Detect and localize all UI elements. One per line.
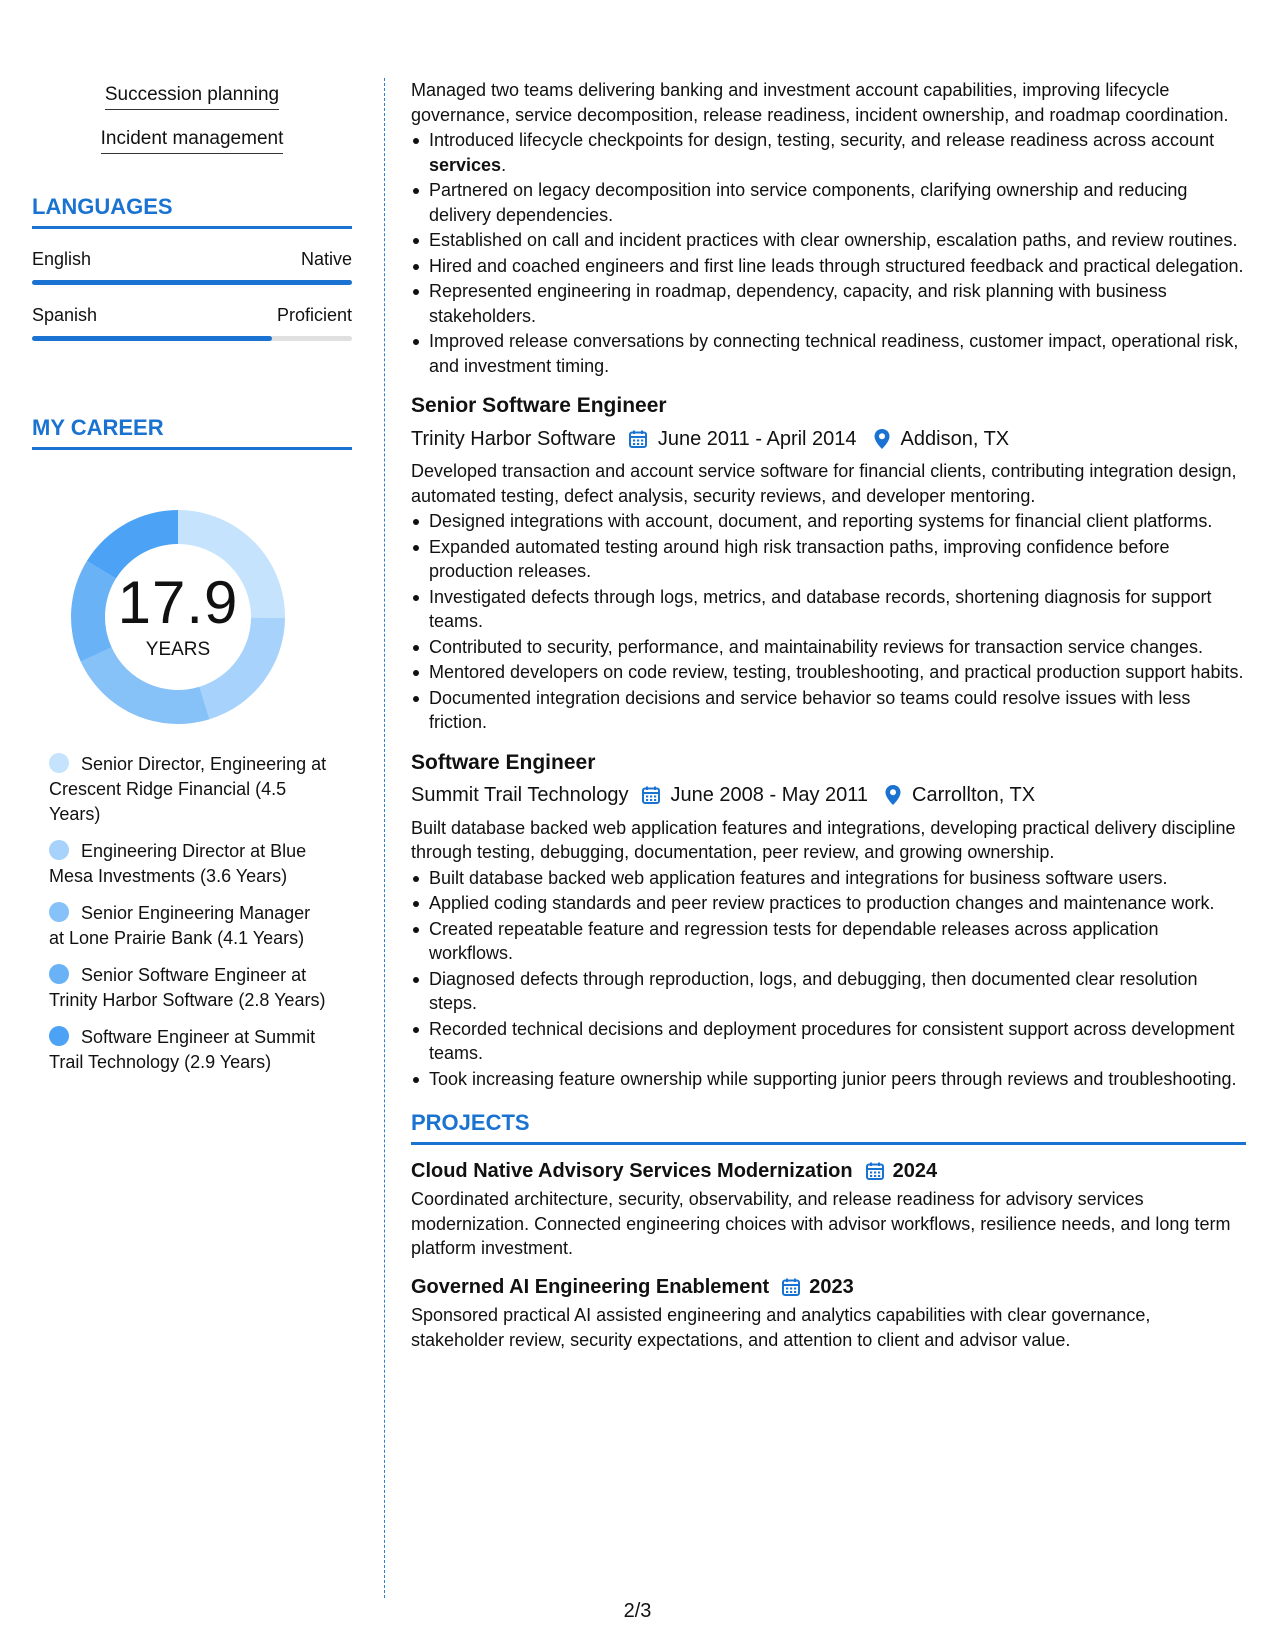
projects-section (411, 1111, 1246, 1352)
career-heading: MY CAREER (32, 415, 352, 450)
career-legend-item (49, 839, 329, 889)
career-section (32, 415, 352, 450)
language-name: English (32, 249, 92, 269)
bullet-item: Built database backed web application features and integrations for business software users. (411, 866, 1246, 891)
career-legend (49, 752, 329, 1087)
map-pin-icon (884, 784, 902, 806)
bullet-item: Represented engineering in roadmap, dependency, capacity, and risk planning with business stakeholders. (411, 279, 1246, 328)
legend-label: Senior Director, Engineering at Crescent Ridge Financial (4.5 Years) (49, 754, 327, 824)
language-name: Spanish (32, 305, 98, 325)
languages-heading: LANGUAGES (32, 194, 352, 229)
job-location: Carrollton, TX (912, 784, 1036, 806)
total-years-value: 17.9 (117, 569, 239, 636)
bullet-item: Investigated defects through logs, metrics, and database records, shortening diagnosis for support teams. (411, 585, 1246, 634)
calendar-icon (628, 429, 648, 449)
languages-section (32, 194, 352, 341)
project-year: 2023 (809, 1275, 854, 1298)
legend-color-dot (49, 840, 69, 860)
bullet-item: Designed integrations with account, document, and reporting systems for financial client platforms. (411, 509, 1246, 534)
legend-label: Software Engineer at Summit Trail Technology (2.9 Years) (49, 1027, 316, 1072)
language-bar-fill (32, 336, 272, 341)
legend-color-dot (49, 1026, 69, 1046)
page-number: 2/3 (623, 1600, 652, 1622)
skill-tag: Incident management (32, 128, 352, 154)
job-summary: Developed transaction and account service software for financial clients, contributing integration design, automated testing, defect analysis, security reviews, and developer mentoring. (411, 461, 1237, 506)
job-meta (411, 783, 1246, 808)
project-name: Cloud Native Advisory Services Modernization (411, 1159, 853, 1182)
projects-heading: PROJECTS (411, 1111, 1246, 1145)
bullet-item: Created repeatable feature and regression tests for dependable releases across application workflows. (411, 917, 1246, 966)
project-header (411, 1159, 1246, 1184)
company-name: Trinity Harbor Software (411, 427, 616, 450)
job-summary: Built database backed web application features and integrations, developing practical delivery discipline through testing, debugging, documentation, peer review, and growing ownership. (411, 817, 1236, 862)
job-bullets (411, 509, 1246, 735)
legend-color-dot (49, 964, 69, 984)
bullet-item: Documented integration decisions and service behavior so teams could resolve issues with less friction. (411, 686, 1246, 735)
project-description: Coordinated architecture, security, observability, and release readiness for advisory services modernization. Connected engineering choices with advisor workflows, resilience needs, and long term platform investment. (411, 1189, 1231, 1258)
map-pin-icon (873, 428, 891, 450)
job-title: Senior Software Engineer (411, 394, 667, 417)
calendar-icon (781, 1277, 801, 1297)
legend-color-dot (49, 753, 69, 773)
career-legend-item (49, 901, 329, 951)
legend-label: Engineering Director at Blue Mesa Investments (3.6 Years) (49, 841, 307, 886)
project-description: Sponsored practical AI assisted engineering and analytics capabilities with clear governance, stakeholder review, security expectations, and attention to client and advisor value. (411, 1305, 1151, 1350)
bullet-item: Diagnosed defects through reproduction, logs, and debugging, then documented clear resolution steps. (411, 967, 1246, 1016)
calendar-icon (641, 785, 661, 805)
career-legend-item (49, 1025, 329, 1075)
bullet-item: Hired and coached engineers and first line leads through structured feedback and practical delegation. (411, 254, 1246, 279)
legend-label: Senior Engineering Manager at Lone Prairie Bank (4.1 Years) (49, 903, 311, 948)
bullet-item: Recorded technical decisions and deployment procedures for consistent support across development teams. (411, 1017, 1246, 1066)
left-column (32, 84, 352, 450)
job-entry (411, 751, 1246, 1092)
job-dates: June 2011 - April 2014 (657, 427, 857, 450)
bullet-item: Mentored developers on code review, testing, troubleshooting, and practical production support habits. (411, 660, 1246, 685)
job-bullets (411, 866, 1246, 1092)
job-summary: Managed two teams delivering banking and investment account capabilities, improving lifecycle governance, service decomposition, release readiness, incident ownership, and roadmap coordination. (411, 80, 1229, 125)
bullet-item: Partnered on legacy decomposition into service components, clarifying ownership and reducing delivery dependencies. (411, 178, 1246, 227)
career-donut-chart (63, 502, 293, 732)
language-level-bar (32, 336, 352, 341)
bullet-item: Expanded automated testing around high risk transaction paths, improving confidence before production releases. (411, 535, 1246, 584)
project-entry (411, 1159, 1246, 1261)
job-location: Addison, TX (900, 427, 1010, 450)
job-title: Software Engineer (411, 750, 596, 774)
job-dates: June 2008 - May 2011 (670, 784, 869, 806)
bullet-item: Took increasing feature ownership while supporting junior peers through reviews and troubleshooting. (411, 1067, 1246, 1092)
calendar-icon (865, 1161, 885, 1181)
legend-color-dot (49, 902, 69, 922)
language-item (32, 249, 352, 285)
job-entry (411, 394, 1246, 735)
project-entry (411, 1275, 1246, 1353)
career-legend-item (49, 752, 329, 827)
skill-tag: Succession planning (32, 84, 352, 110)
column-divider (384, 78, 385, 1598)
language-bar-fill (32, 280, 352, 285)
job-bullets (411, 128, 1246, 378)
project-header (411, 1275, 1246, 1300)
project-year: 2024 (892, 1159, 938, 1182)
language-level: Proficient (276, 305, 352, 325)
company-name: Summit Trail Technology (411, 784, 629, 806)
bullet-item: Improved release conversations by connecting technical readiness, customer impact, operational risk, and investment timing. (411, 329, 1246, 378)
project-name: Governed AI Engineering Enablement (411, 1275, 770, 1298)
bullet-item: Applied coding standards and peer review practices to production changes and maintenance work. (411, 891, 1246, 916)
career-legend-item (49, 963, 329, 1013)
total-years-unit: YEARS (145, 639, 211, 660)
language-level: Native (300, 249, 352, 269)
bullet-item: Established on call and incident practices with clear ownership, escalation paths, and review routines. (411, 228, 1246, 253)
job-meta (411, 427, 1246, 452)
legend-label: Senior Software Engineer at Trinity Harbor Software (2.8 Years) (49, 965, 326, 1010)
language-level-bar (32, 280, 352, 285)
main-column (411, 78, 1246, 1352)
language-item (32, 305, 352, 341)
bullet-item: Introduced lifecycle checkpoints for design, testing, security, and release readiness across account services. (411, 128, 1246, 177)
bullet-item: Contributed to security, performance, and maintainability reviews for transaction service changes. (411, 635, 1246, 660)
